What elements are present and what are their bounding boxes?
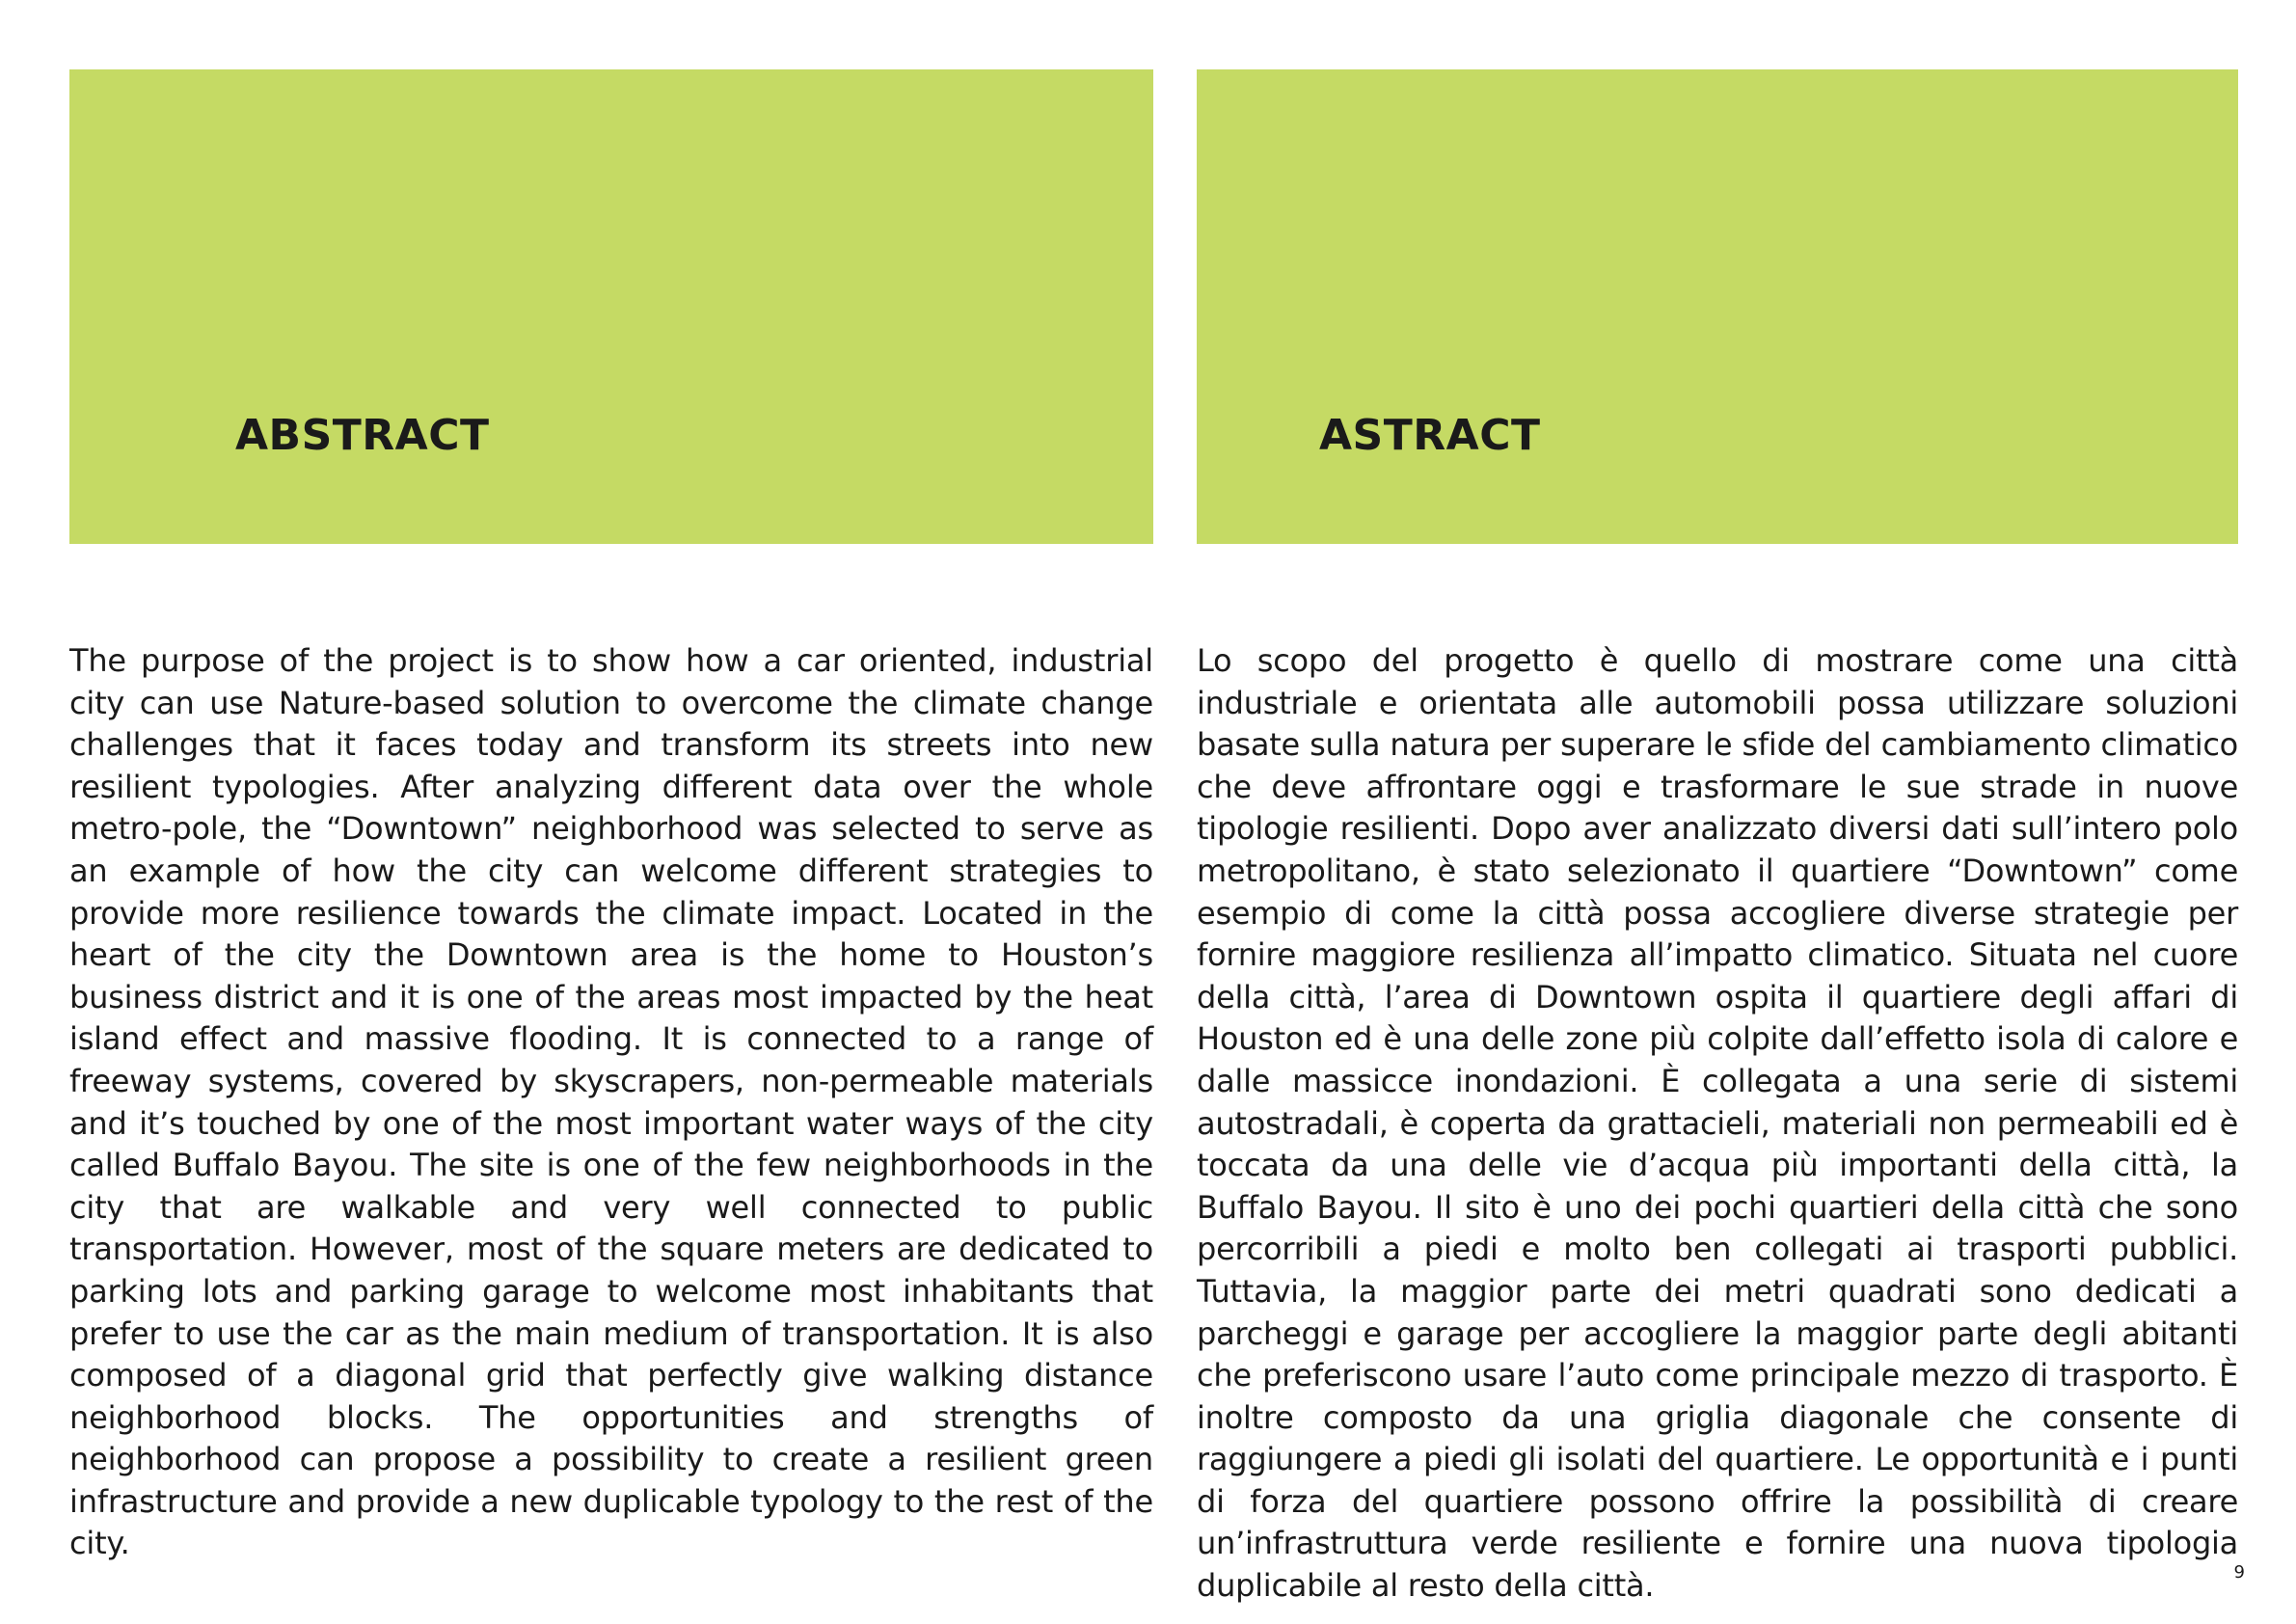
- english-abstract-text: The purpose of the project is to show how a car oriented, industrial city can use Nature-based solution to overcome the climate change challenges that it faces today and transform its streets into new resilient typologies. After analyzing different data over the whole metro-pole, the “Downtown” neighborhood was selected to serve as an example of how the city can welcome different strategies to provide more resilience towards the climate impact. Located in the heart of the city the Downtown area is the home to Houston’s business district and it is one of the areas most impacted by the heat island effect and massive flooding. It is connected to a range of freeway systems, covered by skyscrapers, non-permeable materials and it’s touched by one of the most important water ways of the city called Buffalo Bayou. The site is one of the few neighborhoods in the city that are walkable and very well connected to public transportation. However, most of the square meters are dedicated to parking lots and parking garage to welcome most inhabitants that prefer to use the car as the main medium of transportation. It is also composed of a diagonal grid that perfectly give walking distance neighborhood blocks. The opportunities and strengths of neighborhood can propose a possibility to create a resilient green infrastructure and provide a new duplicable typology to the rest of the city.: [69, 642, 1153, 1562]
- page-number: 9: [2233, 1562, 2245, 1583]
- italian-abstract-text: Lo scopo del progetto è quello di mostrare come una città industriale e orientata alle automobili possa utilizzare soluzioni basate sulla natura per superare le sfide del cambiamento climatico che deve affrontare oggi e trasformare le sue strade in nuove tipologie resilienti. Dopo aver analizzato diversi dati sull’intero polo metropolitano, è stato selezionato il quartiere “Downtown” come esempio di come la città possa accogliere diverse strategie per fornire maggiore resilienza all’impatto climatico. Situata nel cuore della città, l’area di Downtown ospita il quartiere degli affari di Houston ed è una delle zone più colpite dall’effetto isola di calore e dalle massicce inondazioni. È collegata a una serie di sistemi autostradali, è coperta da grattacieli, materiali non permeabili ed è toccata da una delle vie d’acqua più importanti della città, la Buffalo Bayou. Il sito è uno dei pochi quartieri della città che sono percorribili a piedi e molto ben collegati ai trasporti pubblici. Tuttavia, la maggior parte dei metri quadrati sono dedicati a parcheggi e garage per accogliere la maggior parte degli abitanti che preferiscono usare l’auto come principale mezzo di trasporto. È inoltre composto da una griglia diagonale che consente di raggiungere a piedi gli isolati del quartiere. Le opportunità e i punti di forza del quartiere possono offrire la possibilità di creare un’infrastruttura verde resiliente e fornire una nuova tipologia duplicabile al resto della città.: [1197, 642, 2238, 1605]
- italian-heading: ASTRACT: [1319, 411, 1541, 460]
- english-heading: ABSTRACT: [235, 411, 490, 460]
- italian-header-box: [1197, 69, 2238, 544]
- english-header-box: [69, 69, 1153, 544]
